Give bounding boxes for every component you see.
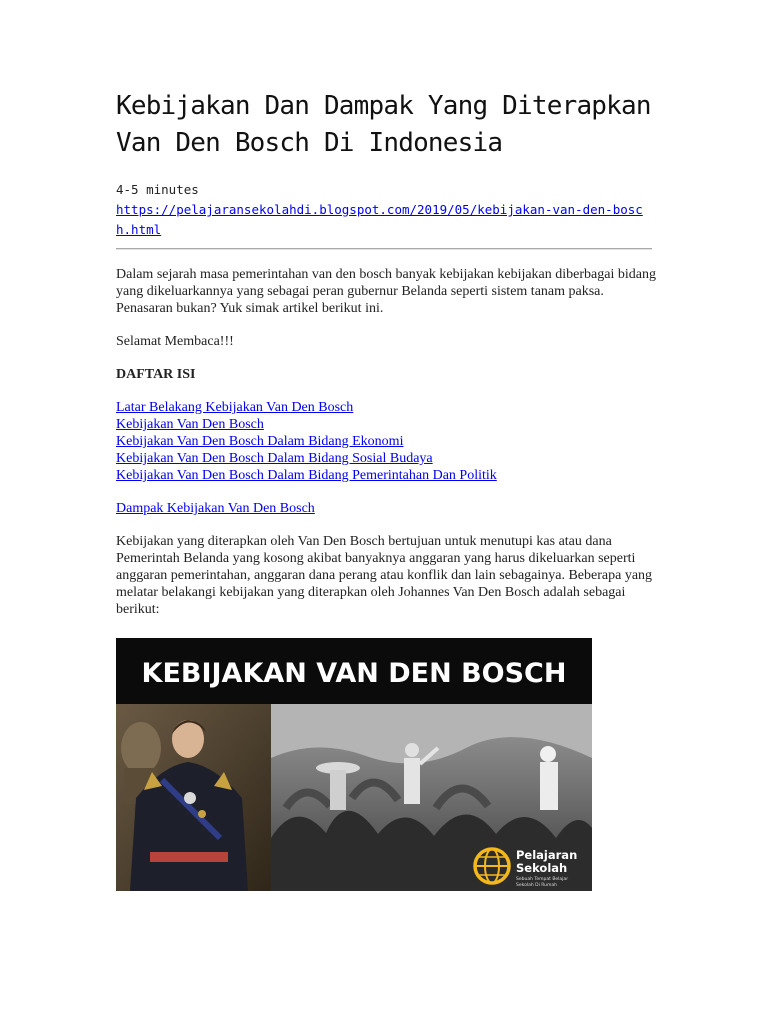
toc-link-ekonomi[interactable]: Kebijakan Van Den Bosch Dalam Bidang Ekonomi bbox=[116, 434, 404, 449]
toc-item bbox=[116, 450, 656, 467]
hero-image bbox=[116, 638, 592, 891]
toc-extra-item bbox=[116, 500, 656, 517]
toc-item bbox=[116, 467, 656, 484]
hero-illustration bbox=[116, 638, 592, 891]
toc-item bbox=[116, 416, 656, 433]
logo-tagline-2: Sekolah Di Rumah bbox=[516, 883, 558, 888]
article-body bbox=[116, 266, 656, 634]
page-title: Kebijakan Dan Dampak Yang Diterapkan Van Den Bosch Di Indonesia bbox=[116, 91, 651, 158]
toc-link-sosial-budaya[interactable]: Kebijakan Van Den Bosch Dalam Bidang Sosial Budaya bbox=[116, 451, 433, 466]
source-link[interactable]: https://pelajaransekolahdi.blogspot.com/2019/05/kebijakan-van-den-bosch.html bbox=[116, 202, 643, 237]
second-paragraph: Kebijakan yang diterapkan oleh Van Den Bosch bertujuan untuk menutupi kas atau dana Pemerintah Belanda yang kosong akibat banyaknya anggaran yang harus dikeluarkan seperti anggaran pemerintahan, anggaran dana perang atau konflik dan lain sebagainya. Beberapa yang melatar belakangi kebijakan yang diterapkan oleh Johannes Van Den Bosch adalah sebagai berikut: bbox=[116, 534, 653, 617]
logo-tagline-1: Sebuah Tempat Belajar bbox=[516, 877, 569, 882]
table-of-contents bbox=[116, 399, 656, 484]
divider bbox=[116, 248, 652, 250]
toc-link-kebijakan[interactable]: Kebijakan Van Den Bosch bbox=[116, 417, 264, 432]
toc-link-pemerintahan-politik[interactable]: Kebijakan Van Den Bosch Dalam Bidang Pemerintahan Dan Politik bbox=[116, 468, 497, 483]
banner-text: KEBIJAKAN VAN DEN BOSCH bbox=[141, 658, 567, 689]
logo-line-2: Sekolah bbox=[516, 861, 568, 875]
toc-link-dampak[interactable]: Dampak Kebijakan Van Den Bosch bbox=[116, 501, 315, 516]
toc-item bbox=[116, 399, 656, 416]
greeting-text: Selamat Membaca!!! bbox=[116, 334, 234, 349]
portrait-panel bbox=[116, 704, 271, 891]
toc-heading: DAFTAR ISI bbox=[116, 367, 196, 382]
toc-link-latar-belakang[interactable]: Latar Belakang Kebijakan Van Den Bosch bbox=[116, 400, 354, 415]
toc-item bbox=[116, 433, 656, 450]
intro-paragraph: Dalam sejarah masa pemerintahan van den bosch banyak kebijakan kebijakan diberbagai bidang yang dikeluarkannya yang sebagai peran gubernur Belanda seperti sistem tanam paksa. Penasaran bukan? Yuk simak artikel berikut ini. bbox=[116, 267, 656, 316]
reading-time: 4-5 minutes bbox=[116, 182, 199, 197]
logo-line-1: Pelajaran bbox=[516, 848, 578, 862]
article-meta bbox=[116, 180, 656, 240]
